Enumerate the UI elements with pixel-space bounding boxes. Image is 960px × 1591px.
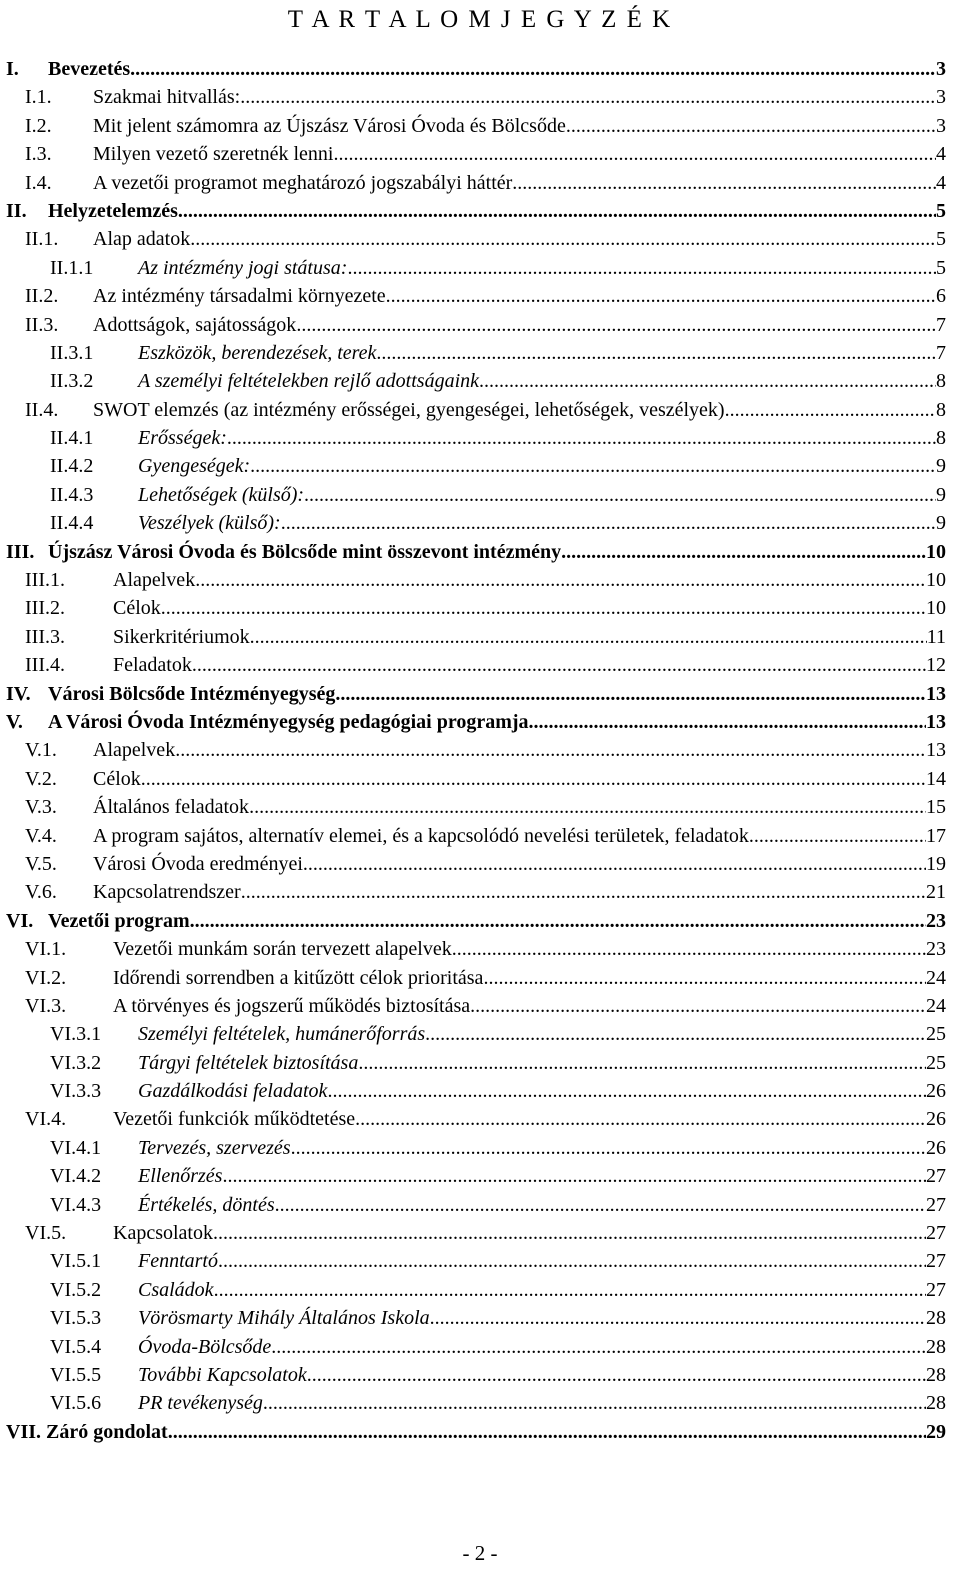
- toc-entry-number: V.6.: [25, 881, 57, 904]
- toc-entry-title: Óvoda-Bölcsőde: [138, 1335, 272, 1358]
- toc-entry-number: VI.3.2: [50, 1051, 102, 1074]
- toc-entry-number: VI.5.1: [50, 1250, 102, 1273]
- toc-dot-leader: [141, 765, 926, 793]
- toc-entry-page: 10: [926, 569, 946, 592]
- toc-dot-leader: [376, 339, 936, 367]
- toc-entry-title: Alapelvek: [93, 739, 176, 762]
- toc-entry-number: II.4.1: [50, 427, 94, 450]
- toc-entry-number: II.1.1: [50, 256, 94, 279]
- toc-entry[interactable]: [0, 1134, 960, 1162]
- toc-entry-page: 19: [926, 852, 946, 875]
- toc-entry-number: VI.5.3: [50, 1307, 102, 1330]
- toc-entry-title: A Városi Óvoda Intézményegység pedagógiai programja: [48, 710, 529, 733]
- toc-entry-number: III.: [6, 540, 35, 563]
- toc-entry-number: I.1.: [25, 86, 52, 109]
- toc-entry-number: VI.5.5: [50, 1363, 102, 1386]
- toc-entry-page: 23: [926, 909, 946, 932]
- toc-entry-page: 6: [936, 285, 946, 308]
- toc-entry-page: 28: [926, 1392, 946, 1415]
- toc-entry-number: VI.5.6: [50, 1392, 102, 1415]
- toc-dot-leader: [296, 311, 936, 339]
- toc-dot-leader: [327, 1077, 926, 1105]
- toc-entry-number: VI.3.3: [50, 1080, 102, 1103]
- toc-entry-title: Értékelés, döntés: [138, 1193, 275, 1216]
- toc-dot-leader: [214, 1276, 926, 1304]
- toc-entry-title: További Kapcsolatok: [138, 1363, 307, 1386]
- toc-entry-page: 4: [936, 143, 946, 166]
- toc-entry-title: A program sajátos, alternatív elemei, és a kapcsolódó nevelési területek, feladatok: [93, 824, 749, 847]
- toc-entry-page: 21: [926, 881, 946, 904]
- toc-entry[interactable]: [0, 566, 960, 594]
- toc-entry-page: 25: [926, 1051, 946, 1074]
- toc-entry-title: Vezetői program: [48, 909, 190, 932]
- toc-dot-leader: [483, 964, 926, 992]
- toc-entry[interactable]: [0, 623, 960, 651]
- toc-dot-leader: [470, 992, 926, 1020]
- toc-entry-title: SWOT elemzés (az intézmény erősségei, gyengeségei, lehetőségek, veszélyek): [93, 398, 725, 421]
- toc-entry[interactable]: [0, 680, 960, 708]
- toc-entry-number: II.2.: [25, 285, 59, 308]
- toc-dot-leader: [218, 1247, 926, 1275]
- toc-entry-page: 15: [926, 796, 946, 819]
- toc-dot-leader: [175, 736, 926, 764]
- toc-dot-leader: [130, 55, 936, 83]
- toc-entry-title: A törvényes és jogszerű működés biztosítása: [113, 994, 471, 1017]
- toc-entry[interactable]: [0, 708, 960, 736]
- toc-entry-title: Mit jelent számomra az Újszász Városi Óvoda és Bölcsőde: [93, 114, 566, 137]
- toc-entry-page: 5: [936, 199, 946, 222]
- toc-entry[interactable]: [0, 1418, 960, 1446]
- toc-dot-leader: [307, 1361, 926, 1389]
- toc-dot-leader: [195, 566, 926, 594]
- toc-entry-page: 8: [936, 398, 946, 421]
- document-title: T A R T A L O M J E G Y Z É K: [287, 6, 673, 33]
- toc-entry-title: Erősségek:: [138, 427, 227, 450]
- toc-entry-page: 26: [926, 1108, 946, 1131]
- toc-dot-leader: [335, 680, 926, 708]
- toc-entry[interactable]: [0, 1077, 960, 1105]
- toc-dot-leader: [386, 282, 936, 310]
- toc-entry-number: VI.4.3: [50, 1193, 102, 1216]
- toc-entry-title: Újszász Városi Óvoda és Bölcsőde mint összevont intézmény: [48, 540, 562, 563]
- toc-entry[interactable]: [0, 169, 960, 197]
- toc-entry-number: I.4.: [25, 171, 52, 194]
- toc-entry-number: II.3.: [25, 313, 59, 336]
- toc-dot-leader: [227, 424, 936, 452]
- toc-dot-leader: [192, 651, 926, 679]
- toc-dot-leader: [190, 225, 936, 253]
- toc-entry-page: 7: [936, 341, 946, 364]
- toc-entry-page: 8: [936, 427, 946, 450]
- toc-entry[interactable]: [0, 254, 960, 282]
- toc-entry-page: 13: [926, 682, 946, 705]
- toc-dot-leader: [213, 1219, 926, 1247]
- toc-dot-leader: [425, 1020, 926, 1048]
- toc-entry-number: III.3.: [25, 625, 65, 648]
- toc-entry-title: Alapelvek: [113, 569, 196, 592]
- toc-entry-page: 12: [926, 654, 946, 677]
- toc-entry-page: 9: [936, 512, 946, 535]
- toc-entry-number: VI.4.2: [50, 1165, 102, 1188]
- toc-entry-page: 24: [926, 994, 946, 1017]
- toc-entry[interactable]: [0, 83, 960, 111]
- toc-entry[interactable]: [0, 878, 960, 906]
- toc-dot-leader: [303, 850, 926, 878]
- toc-entry[interactable]: [0, 964, 960, 992]
- toc-dot-leader: [263, 1389, 926, 1417]
- toc-entry[interactable]: [0, 1191, 960, 1219]
- toc-entry[interactable]: [0, 1389, 960, 1417]
- toc-entry-title: Időrendi sorrendben a kitűzött célok prioritása: [113, 966, 484, 989]
- toc-dot-leader: [161, 594, 926, 622]
- toc-entry-title: Tárgyi feltételek biztosítása: [138, 1051, 359, 1074]
- toc-entry[interactable]: [0, 424, 960, 452]
- toc-dot-leader: [430, 1304, 926, 1332]
- toc-entry-page: 14: [926, 767, 946, 790]
- toc-entry[interactable]: [0, 1276, 960, 1304]
- toc-entry-title: Veszélyek (külső):: [138, 512, 281, 535]
- toc-entry-title: Városi Óvoda eredményei: [93, 852, 303, 875]
- toc-entry-title: Célok: [93, 767, 141, 790]
- toc-entry-page: 7: [936, 313, 946, 336]
- toc-entry[interactable]: [0, 992, 960, 1020]
- toc-entry-title: Kapcsolatok: [113, 1222, 213, 1245]
- toc-entry-title: Vezetői funkciók működtetése: [113, 1108, 356, 1131]
- toc-entry-number: V.4.: [25, 824, 57, 847]
- toc-entry-page: 24: [926, 966, 946, 989]
- toc-entry[interactable]: [0, 1020, 960, 1048]
- toc-dot-leader: [304, 481, 936, 509]
- toc-entry-number: VI.3.1: [50, 1023, 102, 1046]
- toc-entry-page: 11: [926, 625, 946, 648]
- toc-entry-page: 28: [926, 1307, 946, 1330]
- toc-dot-leader: [240, 83, 936, 111]
- toc-entry-title: Vezetői munkám során tervezett alapelvek: [113, 938, 452, 961]
- toc-entry-title: Alap adatok: [93, 228, 191, 251]
- toc-dot-leader: [749, 822, 926, 850]
- toc-entry[interactable]: [0, 311, 960, 339]
- toc-dot-leader: [222, 1162, 926, 1190]
- toc-entry-page: 3: [936, 86, 946, 109]
- toc-dot-leader: [291, 1134, 926, 1162]
- toc-dot-leader: [358, 1049, 926, 1077]
- toc-entry-number: I.2.: [25, 114, 52, 137]
- toc-entry-page: 9: [936, 483, 946, 506]
- toc-entry-title: Az intézmény jogi státusa:: [138, 256, 348, 279]
- toc-dot-leader: [333, 140, 936, 168]
- toc-entry-title: Általános feladatok: [93, 796, 250, 819]
- toc-entry-number: II.4.3: [50, 483, 94, 506]
- toc-entry-title: Célok: [113, 597, 161, 620]
- toc-entry-number: VI.1.: [25, 938, 67, 961]
- toc-entry-number: II.: [6, 199, 27, 222]
- toc-entry-number: VI.5.2: [50, 1278, 102, 1301]
- toc-entry-number: III.1.: [25, 569, 65, 592]
- toc-entry[interactable]: [0, 396, 960, 424]
- toc-entry-page: 10: [926, 597, 946, 620]
- toc-entry-number: V.: [6, 710, 23, 733]
- toc-dot-leader: [347, 254, 936, 282]
- toc-entry-title: Gazdálkodási feladatok: [138, 1080, 328, 1103]
- toc-entry-number: II.1.: [25, 228, 59, 251]
- toc-entry-title: Helyzetelemzés: [48, 199, 178, 222]
- toc-entry-page: 29: [926, 1420, 946, 1443]
- toc-dot-leader: [241, 878, 926, 906]
- toc-entry-number: VI.2.: [25, 966, 67, 989]
- toc-entry-title: Az intézmény társadalmi környezete: [93, 285, 386, 308]
- toc-dot-leader: [281, 509, 936, 537]
- toc-entry[interactable]: [0, 1361, 960, 1389]
- toc-entry[interactable]: [0, 1105, 960, 1133]
- toc-entry[interactable]: [0, 140, 960, 168]
- toc-dot-leader: [178, 197, 936, 225]
- toc-entry[interactable]: [0, 651, 960, 679]
- toc-entry[interactable]: [0, 793, 960, 821]
- toc-entry[interactable]: [0, 907, 960, 935]
- toc-dot-leader: [561, 538, 926, 566]
- toc-entry-page: 26: [926, 1136, 946, 1159]
- toc-entry-number: II.4.: [25, 398, 59, 421]
- toc-entry-number: VI.: [6, 909, 34, 932]
- toc-entry[interactable]: [0, 1162, 960, 1190]
- toc-dot-leader: [355, 1105, 926, 1133]
- toc-entry-title: Feladatok: [113, 654, 192, 677]
- toc-entry-page: 28: [926, 1335, 946, 1358]
- toc-entry-page: 27: [926, 1278, 946, 1301]
- toc-entry-number: II.3.1: [50, 341, 94, 364]
- toc-dot-leader: [725, 396, 936, 424]
- toc-entry-page: 9: [936, 455, 946, 478]
- toc-dot-leader: [250, 452, 936, 480]
- toc-entry[interactable]: [0, 538, 960, 566]
- toc-entry-number: VI.4.: [25, 1108, 67, 1131]
- toc-entry[interactable]: [0, 481, 960, 509]
- toc-entry-number: I.3.: [25, 143, 52, 166]
- toc-entry[interactable]: [0, 452, 960, 480]
- toc-entry-number: I.: [6, 58, 19, 80]
- toc-entry-title: Eszközök, berendezések, terek: [138, 341, 377, 364]
- toc-entry[interactable]: [0, 1219, 960, 1247]
- toc-entry[interactable]: [0, 55, 960, 83]
- toc-entry-number: II.4.2: [50, 455, 94, 478]
- toc-entry-title: Személyi feltételek, humánerőforrás: [138, 1023, 426, 1046]
- toc-entry-page: 27: [926, 1193, 946, 1216]
- toc-entry-title: Vörösmarty Mihály Általános Iskola: [138, 1307, 430, 1330]
- toc-entry-title: Lehetőségek (külső):: [138, 483, 305, 506]
- toc-entry[interactable]: [0, 367, 960, 395]
- toc-entry-page: 23: [926, 938, 946, 961]
- toc-dot-leader: [479, 367, 936, 395]
- toc-entry-number: V.3.: [25, 796, 57, 819]
- toc-entry-page: 13: [926, 739, 946, 762]
- toc-entry-title: VII.: [6, 1420, 42, 1443]
- toc-dot-leader: [250, 623, 927, 651]
- toc-entry-number: VI.5.4: [50, 1335, 102, 1358]
- toc-entry[interactable]: [0, 225, 960, 253]
- toc-entry-title: Kapcsolatrendszer: [93, 881, 241, 904]
- toc-entry-page: 27: [926, 1165, 946, 1188]
- toc-entry[interactable]: [0, 594, 960, 622]
- toc-entry-title: Tervezés, szervezés: [138, 1136, 291, 1159]
- toc-entry[interactable]: [0, 112, 960, 140]
- toc-entry[interactable]: [0, 935, 960, 963]
- toc-entry[interactable]: [0, 197, 960, 225]
- toc-entry-title: Milyen vezető szeretnék lenni: [93, 143, 334, 166]
- toc-entry-page: 10: [926, 540, 946, 563]
- toc-entry-title: Fenntartó: [138, 1250, 218, 1273]
- toc-entry-page: 27: [926, 1222, 946, 1245]
- toc-entry-page: 28: [926, 1363, 946, 1386]
- toc-dot-leader: [275, 1191, 926, 1219]
- toc-dot-leader: [168, 1418, 926, 1446]
- toc-entry-title: Záró gondolat: [46, 1420, 168, 1443]
- toc-entry-page: 17: [926, 824, 946, 847]
- toc-entry[interactable]: [0, 765, 960, 793]
- table-of-contents: [0, 55, 960, 1446]
- toc-entry-title: A vezetői programot meghatározó jogszabályi háttér: [93, 171, 513, 194]
- toc-entry-page: 13: [926, 710, 946, 733]
- toc-entry[interactable]: [0, 1304, 960, 1332]
- toc-entry-number: III.2.: [25, 597, 65, 620]
- toc-entry-page: 3: [936, 114, 946, 137]
- toc-entry-page: 8: [936, 370, 946, 393]
- toc-entry-page: 26: [926, 1080, 946, 1103]
- toc-entry[interactable]: [0, 509, 960, 537]
- toc-entry[interactable]: [0, 282, 960, 310]
- toc-entry-title: Gyengeségek:: [138, 455, 251, 478]
- toc-entry-page: 5: [936, 228, 946, 251]
- toc-entry[interactable]: [0, 736, 960, 764]
- toc-entry-number: V.1.: [25, 739, 57, 762]
- toc-entry-title: Családok: [138, 1278, 214, 1301]
- toc-entry[interactable]: [0, 339, 960, 367]
- toc-entry-number: III.4.: [25, 654, 65, 677]
- toc-entry-page: 5: [936, 256, 946, 279]
- toc-entry[interactable]: [0, 850, 960, 878]
- toc-dot-leader: [566, 112, 936, 140]
- toc-dot-leader: [452, 935, 926, 963]
- toc-entry-number: VI.3.: [25, 994, 67, 1017]
- toc-entry-title: Szakmai hitvallás:: [93, 86, 241, 109]
- toc-dot-leader: [271, 1333, 926, 1361]
- toc-entry[interactable]: [0, 1049, 960, 1077]
- toc-dot-leader: [249, 793, 926, 821]
- toc-entry-title: Városi Bölcsőde Intézményegység: [48, 682, 336, 705]
- toc-entry[interactable]: [0, 822, 960, 850]
- toc-entry-number: II.4.4: [50, 512, 94, 535]
- toc-dot-leader: [190, 907, 926, 935]
- page-number: - 2 -: [462, 1541, 498, 1565]
- toc-entry-title: PR tevékenység: [138, 1392, 263, 1415]
- toc-entry-title: Bevezetés: [48, 58, 131, 80]
- toc-entry-number: II.3.2: [50, 370, 94, 393]
- toc-entry-page: 4: [936, 171, 946, 194]
- toc-dot-leader: [529, 708, 926, 736]
- toc-entry-title: Ellenőrzés: [138, 1165, 223, 1188]
- toc-entry-title: A személyi feltételekben rejlő adottságaink: [138, 370, 480, 393]
- toc-entry-title: Adottságok, sajátosságok: [93, 313, 297, 336]
- toc-entry[interactable]: [0, 1333, 960, 1361]
- toc-entry-page: 25: [926, 1023, 946, 1046]
- toc-entry-page: 3: [936, 58, 946, 80]
- toc-entry-number: VI.4.1: [50, 1136, 102, 1159]
- toc-entry-number: V.5.: [25, 852, 57, 875]
- toc-dot-leader: [512, 169, 936, 197]
- toc-entry-title: Sikerkritériumok: [113, 625, 250, 648]
- toc-entry-number: IV.: [6, 682, 31, 705]
- toc-entry-number: VI.5.: [25, 1222, 67, 1245]
- toc-entry-number: V.2.: [25, 767, 57, 790]
- toc-entry-page: 27: [926, 1250, 946, 1273]
- toc-entry[interactable]: [0, 1247, 960, 1275]
